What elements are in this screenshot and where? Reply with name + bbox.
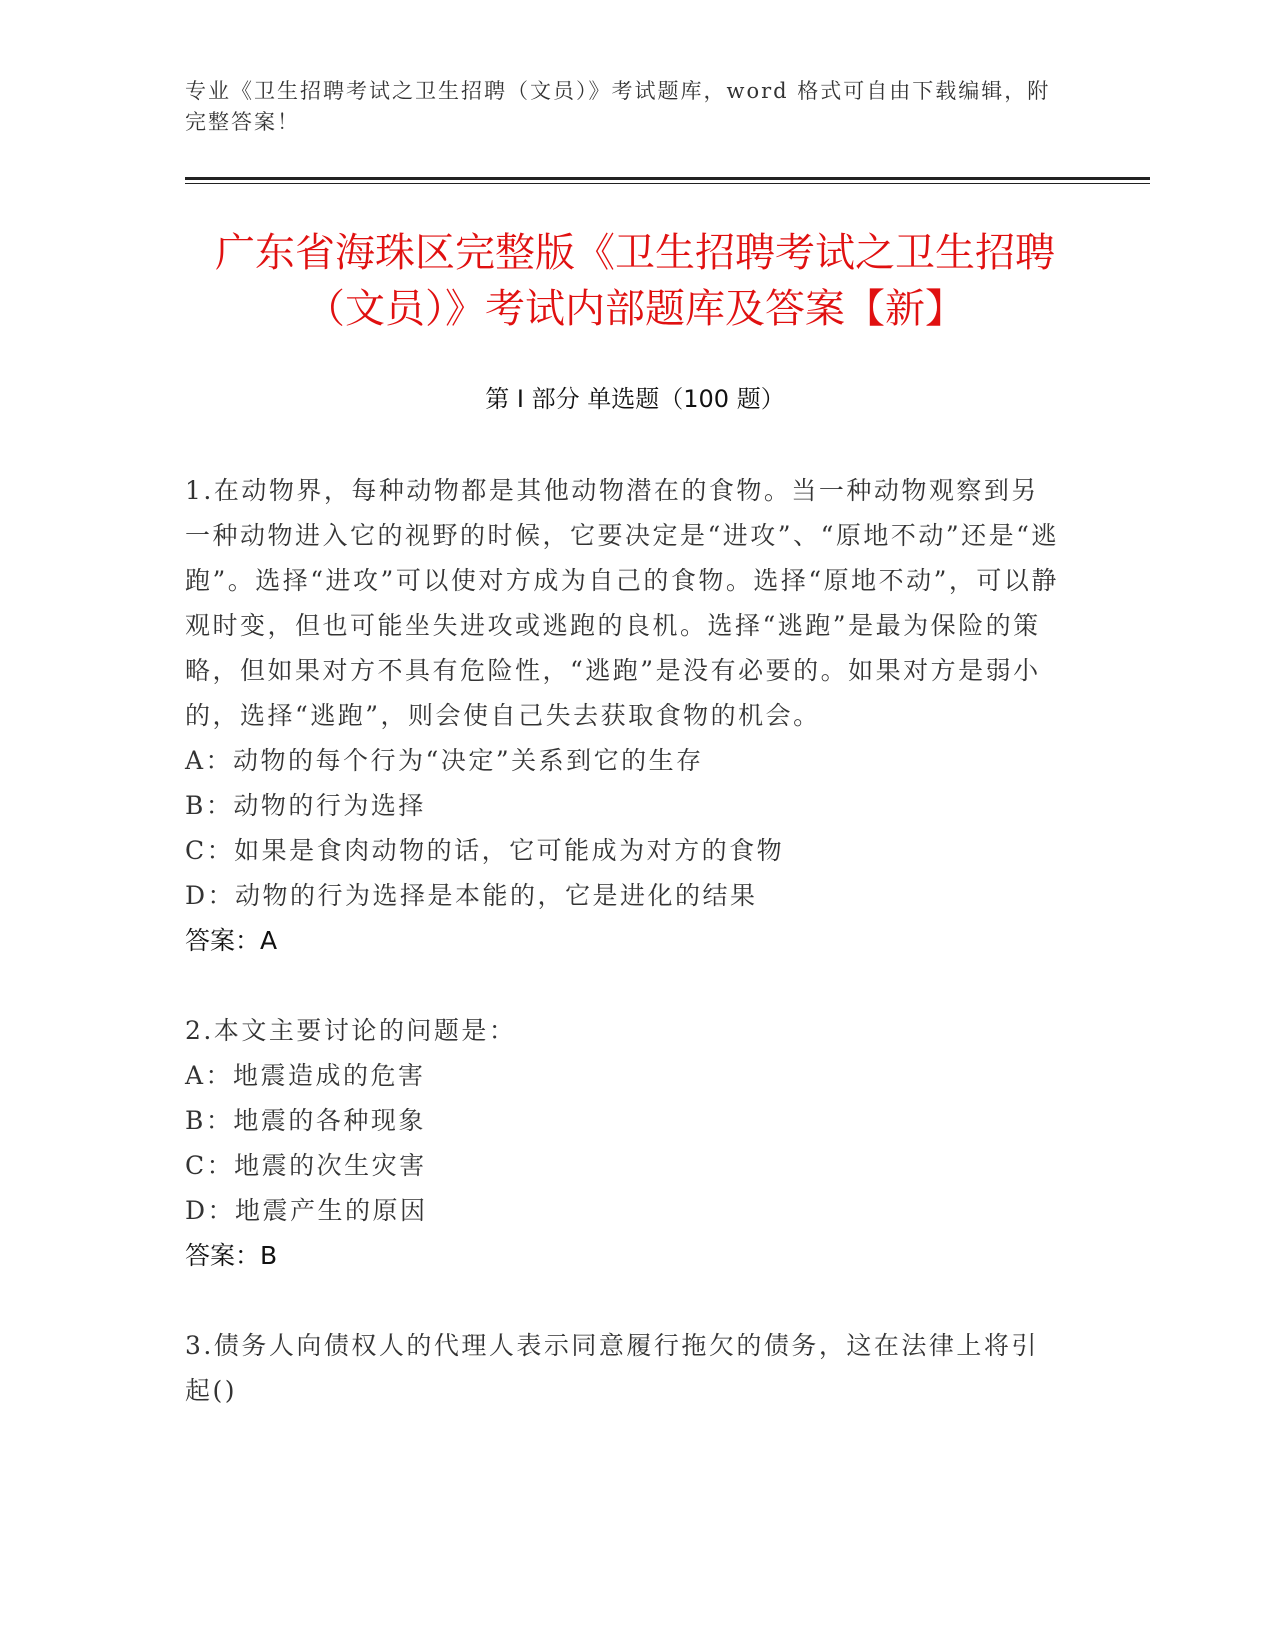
answer-line: 答案：A xyxy=(185,926,278,955)
option-c: C：地震的次生灾害 xyxy=(185,1151,427,1180)
header-note: 专业《卫生招聘考试之卫生招聘（文员）》考试题库，word 格式可自由下载编辑，附完整答案！ xyxy=(185,79,1051,134)
option-c: C：如果是食肉动物的话，它可能成为对方的食物 xyxy=(185,836,785,865)
option-b: B：地震的各种现象 xyxy=(185,1106,426,1135)
document-title: 广东省海珠区完整版《卫生招聘考试之卫生招聘（文员）》考试内部题库及答案【新】 xyxy=(215,230,1055,332)
question-3 xyxy=(185,1323,1065,1413)
option-a: A：地震造成的危害 xyxy=(185,1061,426,1090)
question-2 xyxy=(185,1008,1065,1278)
answer-line: 答案：B xyxy=(185,1241,278,1270)
option-d: D：动物的行为选择是本能的，它是进化的结果 xyxy=(185,881,758,910)
header-rule-thick xyxy=(185,177,1150,180)
section-heading: 第 I 部分 单选题（100 题） xyxy=(485,385,785,413)
question-spacer xyxy=(185,1278,1065,1323)
question-list xyxy=(185,468,1065,1413)
question-spacer xyxy=(185,963,1065,1008)
question-stem: 1.在动物界，每种动物都是其他动物潜在的食物。当一种动物观察到另一种动物进入它的视野的时候，它要决定是“进攻”、“原地不动”还是“逃跑”。选择“进攻”可以使对方成为自己的食物。选择“原地不动”，可以静观时变，但也可能坐失进攻或逃跑的良机。选择“逃跑”是最为保险的策略，但如果对方不具有危险性，“逃跑”是没有必要的。如果对方是弱小的，选择“逃跑”，则会使自己失去获取食物的机会。 xyxy=(185,476,1059,730)
question-stem: 2.本文主要讨论的问题是： xyxy=(185,1016,517,1045)
option-d: D：地震产生的原因 xyxy=(185,1196,428,1225)
question-stem: 3.债务人向债权人的代理人表示同意履行拖欠的债务，这在法律上将引起() xyxy=(185,1331,1039,1405)
header-rule-thin xyxy=(185,183,1150,184)
option-b: B：动物的行为选择 xyxy=(185,791,426,820)
option-a: A：动物的每个行为“决定”关系到它的生存 xyxy=(185,746,704,775)
question-1 xyxy=(185,468,1065,963)
